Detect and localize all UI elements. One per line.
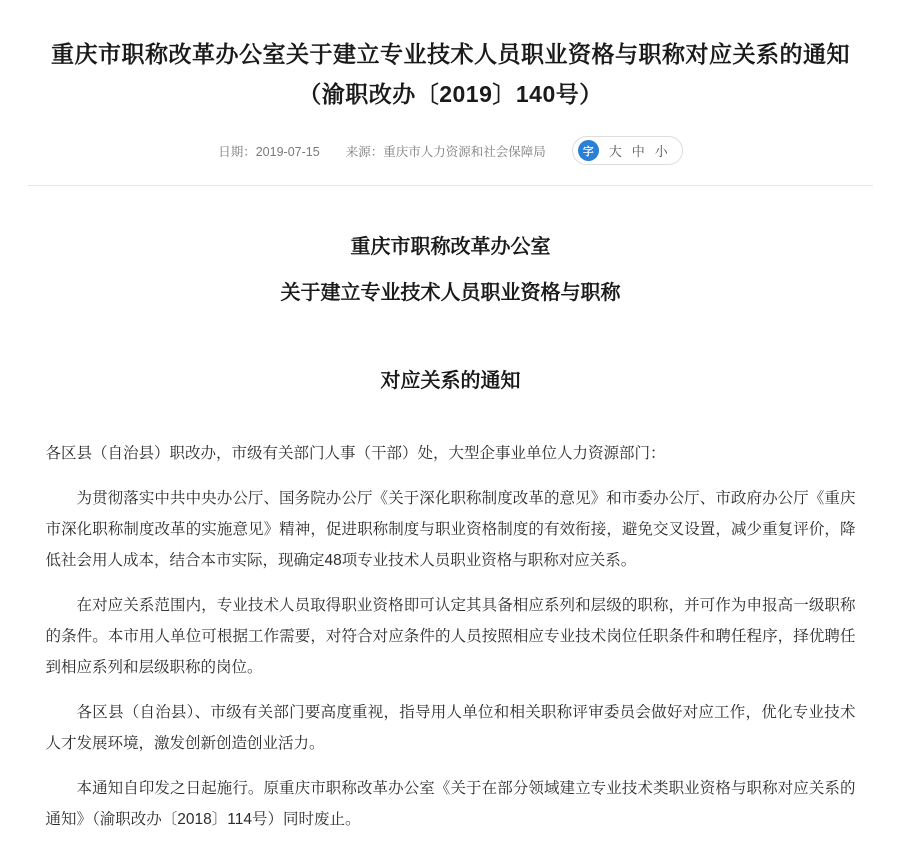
source-label: 来源：重庆市人力资源和社会保障局 [345, 144, 546, 159]
heading-line-2: 关于建立专业技术人员职业资格与职称 [280, 282, 621, 304]
page-title: 重庆市职称改革办公室关于建立专业技术人员职业资格与职称对应关系的通知（渝职改办〔2019〕140号） [51, 41, 850, 107]
document-page [0, 34, 901, 867]
font-size-control[interactable] [572, 136, 683, 165]
document-meta-bar [28, 136, 873, 165]
font-size-large-button[interactable]: 大 [608, 144, 622, 159]
publish-date: 日期：2019-07-15 [218, 144, 320, 159]
paragraph-1: 为贯彻落实中共中央办公厅、国务院办公厅《关于深化职称制度改革的意见》和市委办公厅、市政府办公厅《重庆市深化职称制度改革的实施意见》精神，促进职称制度与职业资格制度的有效衔接，避免交叉设置，减少重复评价，降低社会用人成本，结合本市实际，现确定48项专业技术人员职业资格与职称对应关系。 [45, 490, 856, 569]
paragraph-4: 本通知自印发之日起施行。原重庆市职称改革办公室《关于在部分领域建立专业技术类职业资格与职称对应关系的通知》（渝职改办〔2018〕114号）同时废止。 [45, 780, 856, 828]
font-size-medium-button[interactable]: 中 [631, 144, 645, 159]
document-heading [28, 224, 873, 316]
heading-line-1: 重庆市职称改革办公室 [350, 236, 551, 258]
paragraph-salutation: 各区县（自治县）职改办，市级有关部门人事（干部）处，大型企事业单位人力资源部门： [45, 445, 666, 462]
document-body [46, 438, 856, 835]
heading-line-3: 对应关系的通知 [380, 370, 521, 392]
bottom-spacer [28, 849, 873, 867]
font-size-small-button[interactable]: 小 [654, 144, 668, 159]
font-size-icon: 字 [578, 140, 599, 161]
paragraph-2: 在对应关系范围内，专业技术人员取得职业资格即可认定其具备相应系列和层级的职称，并可作为申报高一级职称的条件。本市用人单位可根据工作需要，对符合对应条件的人员按照相应专业技术岗位任职条件和聘任程序，择优聘任到相应系列和层级职称的岗位。 [45, 597, 856, 676]
paragraph-3: 各区县（自治县）、市级有关部门要高度重视，指导用人单位和相关职称评审委员会做好对应工作，优化专业技术人才发展环境，激发创新创造创业活力。 [45, 704, 856, 752]
header-divider [28, 185, 873, 186]
